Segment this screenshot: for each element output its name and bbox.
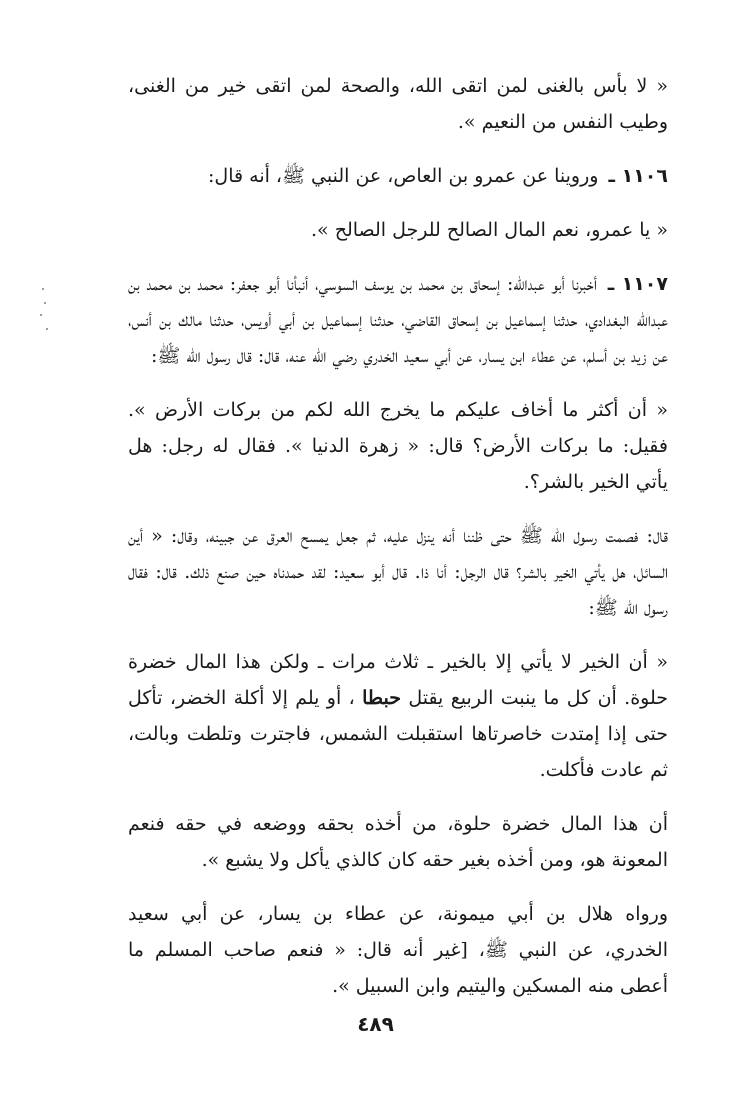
paragraph-4: [128, 266, 668, 374]
paragraph-1: « لا بأس بالغنى لمن اتقى الله، والصحة لمن اتقى خير من الغنى، وطيب النفس من النعيم ».: [128, 75, 668, 133]
bold-term: حبطا: [362, 687, 401, 709]
page-number: ٤٨٩: [357, 1012, 394, 1036]
margin-specks: [38, 288, 52, 338]
paragraph-8: أن هذا المال خضرة حلوة، من أخذه بحقه ووضعه في حقه فنعم المعونة هو، ومن أخذه بغير حقه كان كالذي يأكل ولا يشبع ».: [128, 813, 668, 871]
paragraph-6: قال: فصمت رسول الله ﷺ حتى ظننا أنه ينزل عليه، ثم جعل يمسح العرق عن جبينه، وقال: « أين السائل، هل يأتي الخير بالشر؟ قال الرجل: أنا ذا. قال أبو سعيد: لقد حمدناه حين صنع ذلك. قال: فقال رسول الله ﷺ:: [128, 525, 668, 619]
paragraph-2-text: وروينا عن عمرو بن العاص، عن النبي ﷺ، أنه قال:: [208, 165, 599, 187]
paragraph-9: ورواه هلال بن أبي ميمونة، عن عطاء بن يسار، عن أبي سعيد الخدري، عن النبي ﷺ، [غير أنه قال: « فنعم صاحب المسلم ما أعطى منه المسكين واليتيم وابن السبيل ».: [128, 903, 668, 997]
paragraph-3: « يا عمرو، نعم المال الصالح للرجل الصالح ».: [310, 219, 668, 241]
paragraph-4-text: أخبرنا أبو عبدالله: إسحاق بن محمد بن يوسف السوسي، أنبأنا أبو جعفر: محمد بن محمد بن عبدالله البغدادي، حدثنا إسماعيل بن إسحاق القاضي، حدثنا إسماعيل بن أبي أويس، حدثنا مالك بن أنس، عن زيد بن أسلم، عن عطاء ابن يسار، عن أبي سعيد الخدري رضي الله عنه، قال: قال رسول الله ﷺ:: [128, 273, 668, 367]
hadith-number: ١١٠٦ ـ: [608, 165, 668, 187]
hadith-number: ١١٠٧ ـ: [607, 273, 668, 295]
paragraph-5: « أن أكثر ما أخاف عليكم ما يخرج الله لكم من بركات الأرض ». فقيل: ما بركات الأرض؟ قال: « زهرة الدنيا ». فقال له رجل: هل يأتي الخير بالشر؟.: [128, 399, 668, 493]
paragraph-7-text-after: ، أو يلم إلا أكلة الخضر، تأكل حتى إذا إمتدت خاصرتاها استقبلت الشمس، فاجترت وتلطت وبالت، ثم عادت فأكلت.: [128, 687, 668, 781]
paragraph-7: [128, 644, 668, 788]
paragraph-2: [128, 158, 668, 194]
paragraph-7-text-before: « أن الخير لا يأتي إلا بالخير ـ ثلاث مرات ـ ولكن هذا المال خضرة حلوة. أن كل ما ينبت الربيع يقتل: [128, 651, 669, 709]
page-body: [128, 68, 668, 1022]
